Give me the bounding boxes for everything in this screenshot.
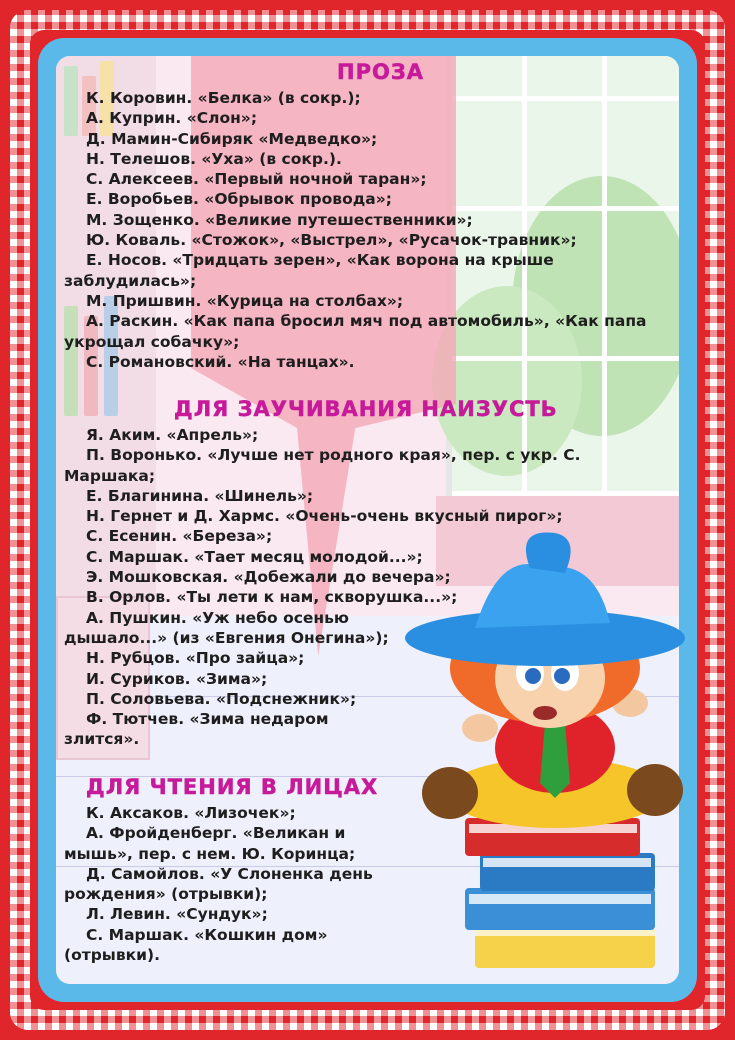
list-item: П. Соловьева. «Подснежник»; (86, 689, 357, 708)
list-item: С. Есенин. «Береза»; (86, 527, 273, 546)
list-item: М. Пришвин. «Курица на столбах»; (86, 291, 404, 310)
list-item: А. Раскин. «Как папа бросил мяч под автомобиль», «Как папа укрощал собачку»; (64, 312, 647, 351)
list-item: С. Романовский. «На танцах». (86, 352, 355, 371)
cartoon-boy-on-books-illustration (405, 528, 705, 988)
list-item: В. Орлов. «Ты лети к нам, скворушка...»; (86, 588, 458, 607)
list-item: Ф. Тютчев. «Зима недаром злится». (64, 710, 329, 749)
list-item: А. Куприн. «Слон»; (86, 109, 258, 128)
section-heading-proza: ПРОЗА (337, 60, 424, 84)
list-item: Ю. Коваль. «Стожок», «Выстрел», «Русачок-травник»; (86, 231, 577, 250)
list-item: С. Алексеев. «Первый ночной таран»; (86, 170, 427, 189)
section-heading-memorize: ДЛЯ ЗАУЧИВАНИЯ НАИЗУСТЬ (174, 397, 558, 421)
section-heading-roles: ДЛЯ ЧТЕНИЯ В ЛИЦАХ (86, 775, 379, 799)
list-item: Л. Левин. «Сундук»; (86, 905, 268, 924)
list-item: С. Маршак. «Кошкин дом» (отрывки). (64, 925, 328, 965)
list-item: А. Фройденберг. «Великан и мышь», пер. с нем. Ю. Коринца; (64, 824, 356, 863)
list-item: С. Маршак. «Тает месяц молодой...»; (86, 547, 423, 566)
list-item: Д. Мамин-Сибиряк «Медведко»; (86, 129, 378, 148)
books-stack-icon (465, 818, 655, 968)
section-list-roles (64, 803, 404, 965)
list-item: Н. Гернет и Д. Хармс. «Очень-очень вкусный пирог»; (86, 507, 563, 526)
section-list-proza (64, 88, 669, 372)
list-item: Э. Мошковская. «Добежали до вечера»; (86, 568, 451, 587)
list-item: М. Зощенко. «Великие путешественники»; (86, 210, 473, 229)
list-item: Н. Телешов. «Уха» (в сокр.). (86, 149, 342, 168)
list-item: Д. Самойлов. «У Слоненка день рождения» (отрывки); (64, 864, 373, 904)
list-item: А. Пушкин. «Уж небо осенью дышало...» (из «Евгения Онегина»); (64, 608, 389, 647)
list-item: К. Аксаков. «Лизочек»; (86, 804, 296, 822)
list-item: И. Суриков. «Зима»; (86, 669, 268, 688)
list-item: Е. Благинина. «Шинель»; (86, 486, 314, 505)
list-item: Я. Аким. «Апрель»; (86, 426, 259, 444)
list-item: Е. Воробьев. «Обрывок провода»; (86, 190, 392, 209)
list-item: К. Коровин. «Белка» (в сокр.); (86, 89, 361, 107)
list-item: Е. Носов. «Тридцать зерен», «Как ворона на крыше заблудилась»; (64, 251, 554, 290)
list-item: П. Воронько. «Лучше нет родного края», пер. с укр. С. Маршака; (64, 446, 581, 485)
list-item: Н. Рубцов. «Про зайца»; (86, 649, 305, 668)
